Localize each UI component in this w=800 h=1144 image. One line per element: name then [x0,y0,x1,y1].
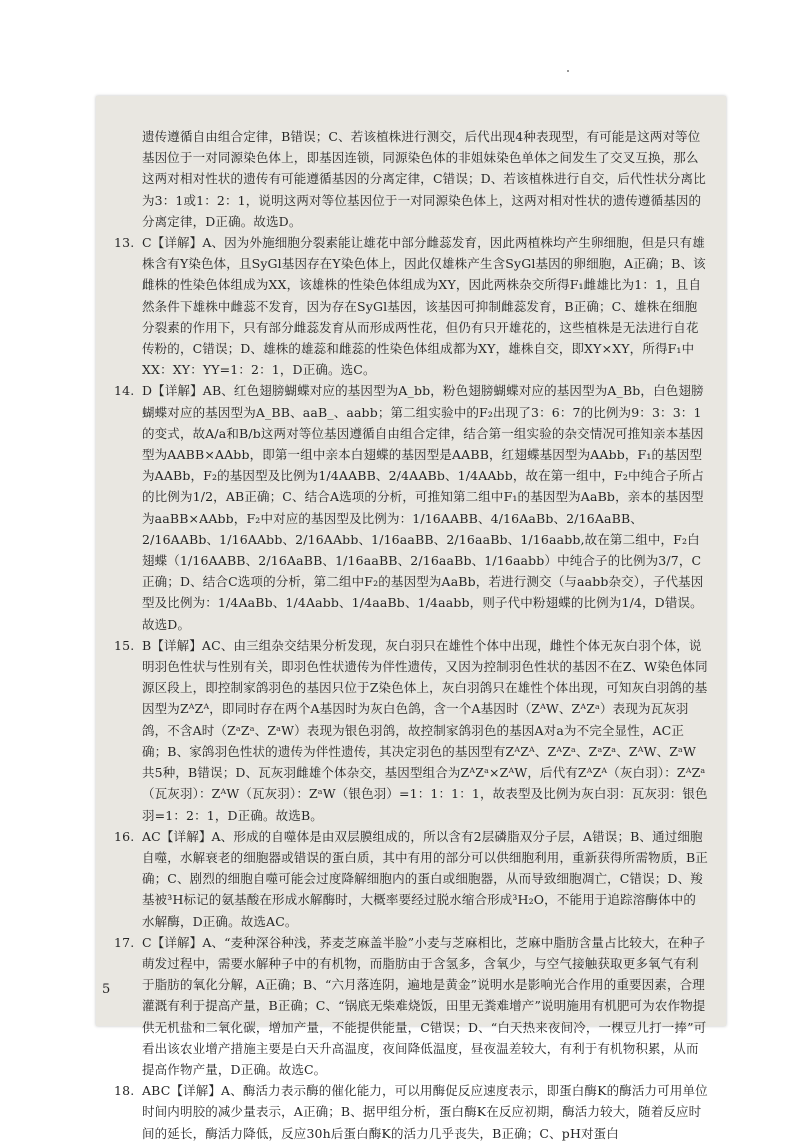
answer-item-14 [96,380,726,634]
item-number: 16. [114,828,135,844]
answer-item-17 [96,932,726,1080]
item-number: 15. [114,637,135,653]
answer-item-15 [96,635,726,826]
page-number: 5 [102,982,111,997]
answer-item-16 [96,826,726,932]
item-text: AC【详解】A、形成的自噬体是由双层膜组成的，所以含有2层磷脂双分子层，A错误；B、通过细胞自噬，水解衰老的细胞器或错误的蛋白质，其中有用的部分可以供细胞利用，重新获得所需物质，B正确；C、剧烈的细胞自噬可能会过度降解细胞内的蛋白或细胞器，从而导致细胞凋亡，C错误；D、羧基被³H标记的氨基酸在形成水解酶时，大概率要经过脱水缩合形成³H₂O，不能用于追踪溶酶体中的水解酶，D正确。故选AC。 [142,828,708,929]
item-number: 13. [114,235,135,251]
answer-item-13 [96,232,726,380]
item-number: 18. [114,1083,135,1099]
item-text: B【详解】AC、由三组杂交结果分析发现，灰白羽只在雄性个体中出现，雌性个体无灰白羽个体，说明羽色性状与性别有关，即羽色性状遗传为伴性遗传，又因为控制羽色性状的基因不在Z、W染色体同源区段上，即控制家鸽羽色的基因只位于Z染色体上，灰白羽鸽只在雄性个体出现，可知灰白羽鸽的基因型为ZᴬZᴬ，即同时存在两个A基因时为灰白色鸽，含一个A基因时（ZᴬW、ZᴬZᵃ）表现为瓦灰羽鸽，不含A时（ZᵃZᵃ、ZᵃW）表现为银色羽鸽，故控制家鸽羽色的基因A对a为不完全显性，AC正确；B、家鸽羽色性状的遗传为伴性遗传，其决定羽色的基因型有ZᴬZᴬ、ZᴬZᵃ、ZᵃZᵃ、ZᴬW、ZᵃW共5种，B错误；D、瓦灰羽雌雄个体杂交，基因型组合为ZᴬZᵃ×ZᴬW，后代有ZᴬZᴬ（灰白羽）：ZᴬZᵃ（瓦灰羽）：ZᴬW（瓦灰羽）：ZᵃW（银色羽）=1：1：1：1，故表型及比例为灰白羽：瓦灰羽：银色羽=1：2：1，D正确。故选B。 [142,637,708,823]
page-content [96,126,726,1144]
document-page [96,96,726,1141]
item-number: 17. [114,934,135,950]
item-text: D【详解】AB、红色翅膀蝴蝶对应的基因型为A_bb，粉色翅膀蝴蝶对应的基因型为A_Bb，白色翅膀蝴蝶对应的基因型为A_BB、aaB_、aabb；第二组实验中的F₂出现了3：6：7的比例为9：3：3：1的变式，故A/a和B/b这两对等位基因遵循自由组合定律，结合第一组实验的杂交情况可推知亲本基因型为AABB×AAbb，即第一组中亲本白翅蝶的基因型是AABB，红翅蝶基因型为AAbb，F₁的基因型为AABb，F₂的基因型及比例为1/4AABB、2/4AABb、1/4AAbb，故在第一组中，F₂中纯合子所占的比例为1/2，AB正确；C、结合A选项的分析，可推知第二组中F₁的基因型为AaBb，亲本的基因型为aaBB×AAbb，F₂中对应的基因型及比例为：1/16AABB、4/16AaBb、2/16AaBB、2/16AABb、1/16AAbb、2/16AAbb、1/16aaBB、2/16aaBb、1/16aabb,故在第二组中，F₂白翅蝶（1/16AABB、2/16AaBB、1/16aaBB、2/16aaBb、1/16aabb）中纯合子的比例为3/7，C正确；D、结合C选项的分析，第二组中F₂的基因型为AaBb，若进行测交（与aabb杂交），子代基因型及比例为：1/4AaBb、1/4Aabb、1/4aaBb、1/4aabb，则子代中粉翅蝶的比例为1/4，D错误。故选D。 [142,383,704,632]
answer-item-18 [96,1080,726,1144]
item-text: ABC【详解】A、酶活力表示酶的催化能力，可以用酶促反应速度表示，即蛋白酶K的酶活力可用单位时间内明胶的减少量表示，A正确；B、据甲组分析，蛋白酶K在反应初期，酶活力较大，随着反应时间的延长，酶活力降低，反应30h后蛋白酶K的活力几乎丧失，B正确；C、pH对蛋白 [142,1083,708,1141]
item-text: C【详解】A、“麦种深谷种浅，荞麦芝麻盖半脸”小麦与芝麻相比，芝麻中脂肪含量占比较大，在种子萌发过程中，需要水解种子中的有机物，而脂肪由于含氢多，含氧少，与空气接触获取更多氧气有利于脂肪的氧化分解，A正确；B、“六月落连阴，遍地是黄金”说明水是影响光合作用的重要因素，合理灌溉有利于提高产量，B正确；C、“锅底无柴难烧饭，田里无粪难增产”说明施用有机肥可为农作物提供无机盐和二氧化碳，增加产量，不能提供能量，C错误；D、“白天热来夜间冷，一棵豆儿打一捧”可看出该农业增产措施主要是白天升高温度，夜间降低温度，昼夜温差较大，有利于有机物积累，从而提高作物产量，D正确。故选C。 [142,934,707,1077]
item-number: 14. [114,383,135,399]
continuation-paragraph: 遗传遵循自由组合定律，B错误；C、若该植株进行测交，后代出现4种表现型，有可能是这两对等位基因位于一对同源染色体上，即基因连锁，同源染色体的非姐妹染色单体之间发生了交叉互换，那么这两对相对性状的遗传有可能遵循基因的分离定律，C错误；D、若该植株进行自交，后代性状分离比为3：1或1：2：1，说明这两对等位基因位于一对同源染色体上，这两对相对性状的遗传遵循基因的分离定律，D正确。故选D。 [142,129,706,229]
stray-mark [567,70,569,72]
item-text: C【详解】A、因为外施细胞分裂素能让雄花中部分雌蕊发育，因此两植株均产生卵细胞，但是只有雄株含有Y染色体，且SyGl基因存在Y染色体上，因此仅雄株产生含SyGl基因的卵细胞，A正确；B、该雌株的性染色体组成为XX，该雄株的性染色体组成为XY，因此两株杂交所得F₁雌雄比为1：1，且自然条件下雄株中雌蕊不发育，因为存在SyGl基因，该基因可抑制雌蕊发育，B正确；C、雄株在细胞分裂素的作用下，只有部分雌蕊发育从而形成两性花，但仍有只开雄花的，这些植株是无法进行自花传粉的，C错误；D、雄株的雄蕊和雌蕊的性染色体组成都为XY，雄株自交，即XY×XY，所得F₁中XX：XY：YY=1：2：1，D正确。选C。 [142,235,706,378]
